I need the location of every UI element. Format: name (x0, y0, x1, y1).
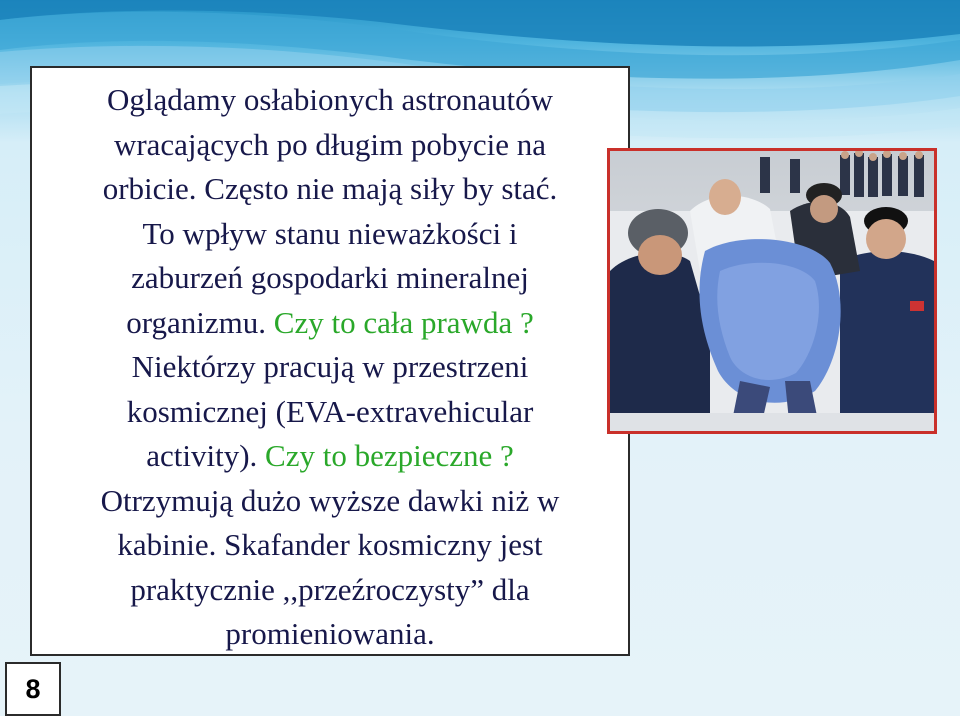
text-line (32, 568, 628, 613)
text-line (32, 523, 628, 568)
text-segment: Oglądamy osłabionych astronautów (107, 82, 553, 117)
main-text-box (30, 66, 630, 656)
text-segment: zaburzeń gospodarki mineralnej (131, 260, 529, 295)
astronaut-photo (607, 148, 937, 434)
highlighted-question: Czy to cała prawda ? (273, 304, 534, 340)
text-segment: Niektórzy pracują w przestrzeni (131, 349, 529, 384)
text-segment: praktycznie ,,przeźroczysty” dla (130, 571, 530, 607)
text-line (32, 301, 628, 346)
text-segment: activity). (146, 438, 266, 473)
highlighted-question: Czy to bezpieczne ? (265, 438, 514, 473)
text-segment: orbicie. Często nie mają siły by stać. (102, 171, 558, 206)
text-line (32, 123, 628, 168)
text-segment: kosmicznej (EVA-extravehicular (126, 393, 534, 429)
text-segment: kabinie. Skafander kosmiczny jest (117, 527, 543, 562)
text-segment: Otrzymują dużo wyższe dawki niż w (100, 482, 560, 518)
text-line (32, 390, 628, 435)
text-line (32, 212, 628, 257)
text-line (32, 479, 628, 524)
text-line (32, 78, 628, 123)
text-line (32, 345, 628, 390)
text-segment: promieniowania. (225, 616, 435, 651)
text-line (32, 612, 628, 657)
text-line (32, 167, 628, 212)
slide-number: 8 (5, 662, 61, 716)
text-line (32, 256, 628, 301)
text-segment: organizmu. (126, 304, 274, 340)
text-line (32, 434, 628, 479)
text-segment: To wpływ stanu nieważkości i (142, 215, 518, 251)
text-segment: wracających po długim pobycie na (113, 126, 547, 162)
astronaut-recovery-illustration (610, 151, 934, 431)
